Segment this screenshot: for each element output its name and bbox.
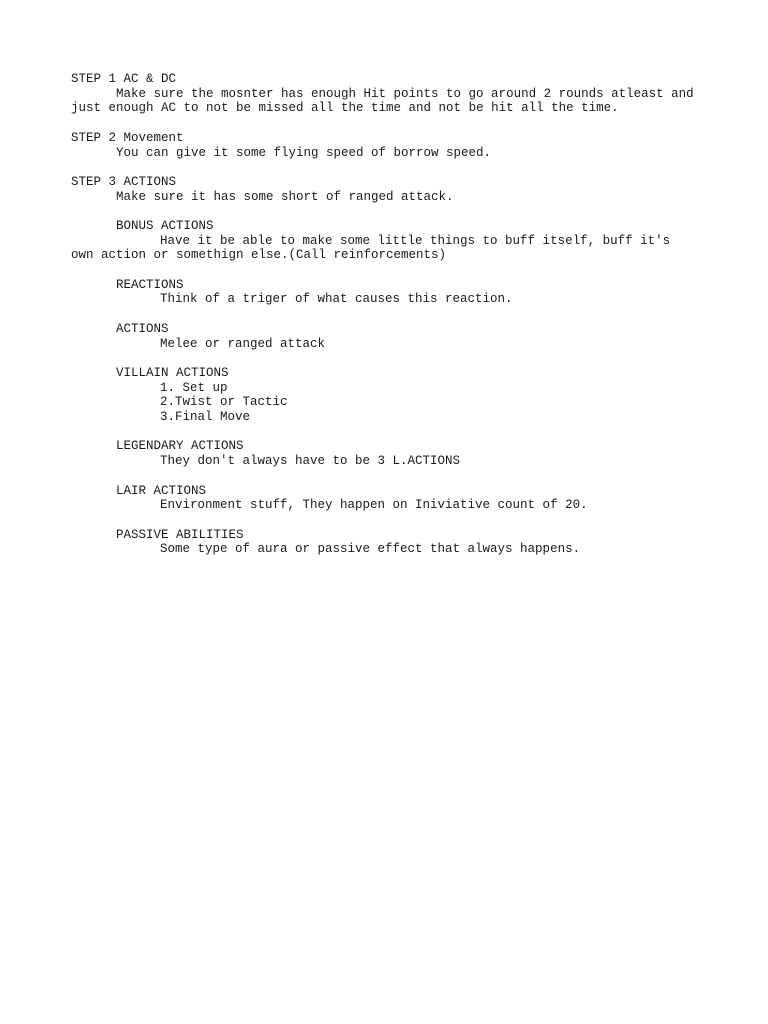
step3-heading: STEP 3 ACTIONS	[71, 174, 177, 189]
lair-actions-section	[71, 484, 711, 513]
legendary-actions-body: They don't always have to be 3 L.ACTIONS	[160, 454, 461, 469]
actions-section	[71, 322, 711, 351]
reactions-section	[71, 278, 711, 307]
step1-heading: STEP 1 AC & DC	[71, 72, 177, 86]
villain-action-item: 1. Set up	[160, 380, 228, 395]
lair-actions-body: Environment stuff, They happen on Iniviative count of 20.	[160, 498, 588, 513]
reactions-heading: REACTIONS	[116, 277, 184, 292]
villain-actions-section	[71, 366, 711, 425]
legendary-actions-heading: LEGENDARY ACTIONS	[116, 439, 244, 454]
step3-body: Make sure it has some short of ranged attack.	[116, 189, 454, 204]
step1-body-cont: just enough AC to not be missed all the time and not be hit all the time.	[71, 101, 619, 116]
lair-actions-heading: LAIR ACTIONS	[116, 483, 207, 498]
villain-action-item: 2.Twist or Tactic	[160, 395, 288, 410]
step2-section	[71, 131, 711, 160]
reactions-body: Think of a triger of what causes this reaction.	[160, 292, 513, 307]
passive-abilities-section	[71, 528, 711, 557]
villain-actions-heading: VILLAIN ACTIONS	[116, 365, 229, 380]
bonus-actions-section	[71, 219, 711, 263]
step2-body: You can give it some flying speed of borrow speed.	[116, 145, 492, 160]
step1-section	[71, 72, 711, 116]
passive-abilities-body: Some type of aura or passive effect that always happens.	[160, 542, 581, 557]
legendary-actions-section	[71, 439, 711, 468]
actions-heading: ACTIONS	[116, 321, 169, 336]
bonus-actions-body: Have it be able to make some little things to buff itself, buff it's	[160, 233, 671, 248]
passive-abilities-heading: PASSIVE ABILITIES	[116, 527, 244, 542]
step1-body: Make sure the mosnter has enough Hit points to go around 2 rounds atleast and	[116, 86, 694, 101]
bonus-actions-heading: BONUS ACTIONS	[116, 218, 214, 233]
document-page	[71, 72, 711, 572]
step3-section	[71, 175, 711, 204]
step2-heading: STEP 2 Movement	[71, 130, 184, 145]
bonus-actions-body-cont: own action or somethign else.(Call reinforcements)	[71, 248, 447, 263]
villain-action-item: 3.Final Move	[160, 410, 251, 425]
actions-body: Melee or ranged attack	[160, 336, 326, 351]
